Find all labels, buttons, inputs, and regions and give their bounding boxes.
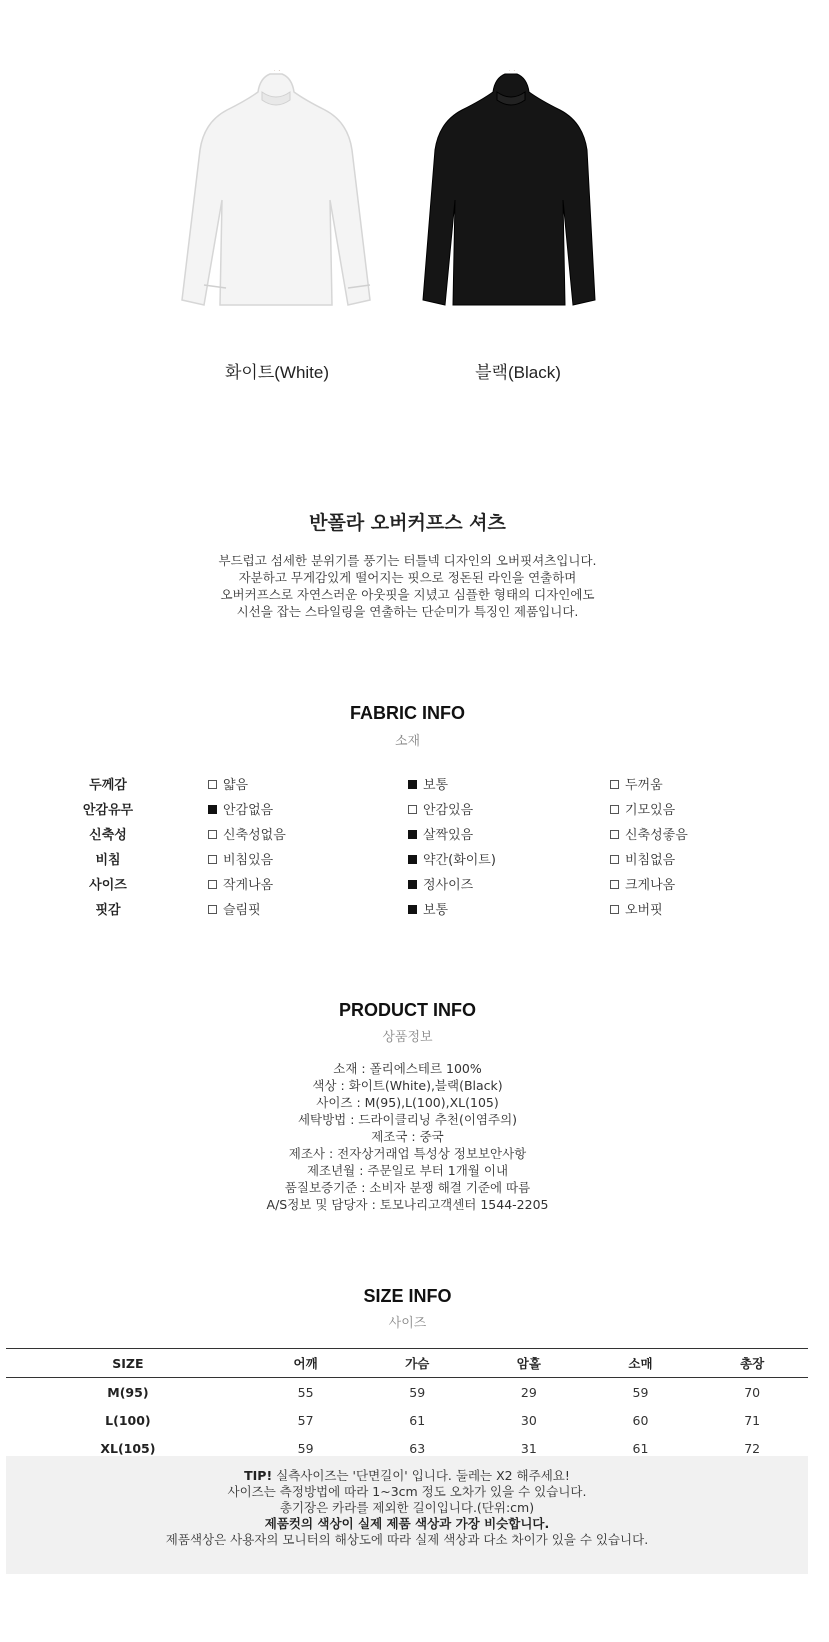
checked-box-icon [408,905,417,914]
fabric-option [208,849,273,868]
fabric-option [208,799,273,818]
unchecked-box-icon [208,880,217,889]
fabric-option [610,774,663,793]
fabric-option [408,824,473,843]
product-info-line: 제조사 : 전자상거래업 특성상 정보보안사항 [288,1146,527,1161]
table-cell: 72 [744,1440,761,1456]
description-line: 자분하고 무게감있게 떨어지는 핏으로 정돈된 라인을 연출하며 [238,570,577,585]
checked-box-icon [408,880,417,889]
fabric-option-label: 크게나옴 [625,878,676,893]
fabric-option-label: 오버핏 [625,903,663,918]
tip-line: 제품컷의 색상이 실제 제품 색상과 가장 비슷합니다. [264,1516,550,1531]
table-cell: L(100) [105,1412,151,1428]
fabric-option-label: 신축성없음 [223,828,286,843]
checked-box-icon [408,780,417,789]
fabric-option-label: 비침있음 [223,853,274,868]
unchecked-box-icon [208,855,217,864]
black-shirt-image [415,70,650,340]
product-info-line: A/S정보 및 담당자 : 토모나리고객센터 1544-2205 [266,1197,549,1212]
table-cell: 55 [297,1384,314,1400]
fabric-option [208,874,273,893]
color-label-black: 블랙(Black) [475,363,561,382]
product-info-line: 소재 : 폴리에스테르 100% [333,1061,482,1076]
table-cell: 71 [744,1412,761,1428]
fabric-option [408,774,448,793]
table-row [6,1378,808,1407]
unchecked-box-icon [610,855,619,864]
color-label-white: 화이트(White) [224,363,330,382]
tip-text: 실측사이즈는 '단면길이' 입니다. 둘레는 X2 해주세요! [272,1468,570,1483]
product-description [0,552,815,620]
table-cell: 60 [632,1412,649,1428]
unchecked-box-icon [610,880,619,889]
header-cell: 총장 [696,1349,808,1378]
checked-box-icon [408,855,417,864]
fabric-row-label: 신축성 [89,828,127,843]
fabric-row-label: 비침 [95,853,121,868]
table-cell: 70 [744,1384,761,1400]
fabric-option-label: 기모있음 [625,803,676,818]
fabric-row [0,874,815,894]
fabric-option [408,874,473,893]
product-info-line: 세탁방법 : 드라이클리닝 추천(이염주의) [297,1112,518,1127]
tip-line: 제품색상은 사용자의 모니터의 해상도에 따라 실제 색상과 다소 차이가 있을 수 있습니다. [165,1532,649,1547]
fabric-option [408,799,473,818]
product-info-line: 색상 : 화이트(White),블랙(Black) [312,1078,503,1093]
fabric-option [408,899,448,918]
table-cell: M(95) [107,1384,149,1400]
product-info-subtitle: 상품정보 [382,1030,433,1045]
fabric-row [0,824,815,844]
header-cell: 암홀 [473,1349,585,1378]
fabric-option-label: 두꺼움 [625,778,663,793]
unchecked-box-icon [208,905,217,914]
table-cell: 61 [409,1412,426,1428]
header-cell: 소매 [585,1349,697,1378]
fabric-row-label: 사이즈 [89,878,127,893]
fabric-option-label: 정사이즈 [423,878,474,893]
unchecked-box-icon [610,780,619,789]
size-info-subtitle: 사이즈 [388,1316,427,1331]
unchecked-box-icon [208,780,217,789]
unchecked-box-icon [610,830,619,839]
checked-box-icon [408,830,417,839]
header-cell: 어깨 [250,1349,362,1378]
fabric-option [610,899,663,918]
unchecked-box-icon [208,830,217,839]
table-cell: 31 [520,1440,537,1456]
header-cell: 가슴 [361,1349,473,1378]
table-cell: 59 [632,1384,649,1400]
table-row [6,1406,808,1434]
description-line: 시선을 잡는 스타일링을 연출하는 단순미가 특징인 제품입니다. [236,604,579,619]
fabric-option [208,824,286,843]
table-cell: 30 [520,1412,537,1428]
table-cell: 29 [520,1384,537,1400]
tip-label: TIP! [244,1468,273,1483]
fabric-info-title: FABRIC INFO [350,703,465,723]
table-cell: 59 [297,1440,314,1456]
description-line: 부드럽고 섬세한 분위기를 풍기는 터틀넥 디자인의 오버핏셔츠입니다. [218,553,597,568]
white-shirt-image [180,70,415,340]
fabric-option [610,799,675,818]
size-table [6,1348,808,1462]
header-cell: SIZE [6,1349,250,1378]
table-cell: 61 [632,1440,649,1456]
fabric-option [208,774,248,793]
fabric-option [610,824,688,843]
fabric-option [610,874,675,893]
table-cell: 63 [409,1440,426,1456]
fabric-option-label: 신축성좋음 [625,828,688,843]
product-info-line: 제조년월 : 주문일로 부터 1개월 이내 [306,1163,509,1178]
size-table-header [6,1349,808,1378]
fabric-row [0,849,815,869]
size-info-title: SIZE INFO [363,1286,452,1306]
fabric-info-subtitle: 소재 [394,734,421,749]
tip-line [6,1468,808,1484]
table-cell: 59 [409,1384,426,1400]
fabric-option [208,899,261,918]
tip-line: 총기장은 카라를 제외한 길이입니다.(단위:cm) [279,1500,535,1515]
fabric-row-label: 핏감 [95,903,121,918]
product-info-list [0,1060,815,1213]
fabric-row [0,799,815,819]
fabric-option-label: 안감있음 [423,803,474,818]
table-cell: 57 [297,1412,314,1428]
fabric-option-label: 보통 [423,778,449,793]
fabric-row [0,774,815,794]
unchecked-box-icon [610,805,619,814]
fabric-option-label: 살짝있음 [423,828,474,843]
fabric-option-label: 비침없음 [625,853,676,868]
checked-box-icon [208,805,217,814]
fabric-option-label: 안감없음 [223,803,274,818]
product-info-title: PRODUCT INFO [339,1000,476,1020]
product-info-line: 품질보증기준 : 소비자 분쟁 해결 기준에 따름 [284,1180,531,1195]
fabric-option-label: 슬림핏 [223,903,261,918]
unchecked-box-icon [610,905,619,914]
fabric-option-label: 약간(화이트) [423,853,496,868]
fabric-row-label: 안감유무 [82,803,134,818]
fabric-row-label: 두께감 [89,778,127,793]
fabric-option-label: 보통 [423,903,449,918]
tip-line: 사이즈는 측정방법에 따라 1~3cm 정도 오차가 있을 수 있습니다. [227,1484,587,1499]
product-title: 반폴라 오버커프스 셔츠 [309,512,506,534]
fabric-row [0,899,815,919]
unchecked-box-icon [408,805,417,814]
product-info-line: 사이즈 : M(95),L(100),XL(105) [316,1095,499,1110]
fabric-option-label: 얇음 [223,778,249,793]
fabric-option [408,849,496,868]
fabric-option-label: 작게나옴 [223,878,274,893]
table-cell: XL(105) [100,1440,156,1456]
fabric-option [610,849,675,868]
product-info-line: 제조국 : 중국 [371,1129,444,1144]
description-line: 오버커프스로 자연스러운 아웃핏을 지녔고 심플한 형태의 디자인에도 [220,587,595,602]
size-tip-box [6,1456,808,1574]
